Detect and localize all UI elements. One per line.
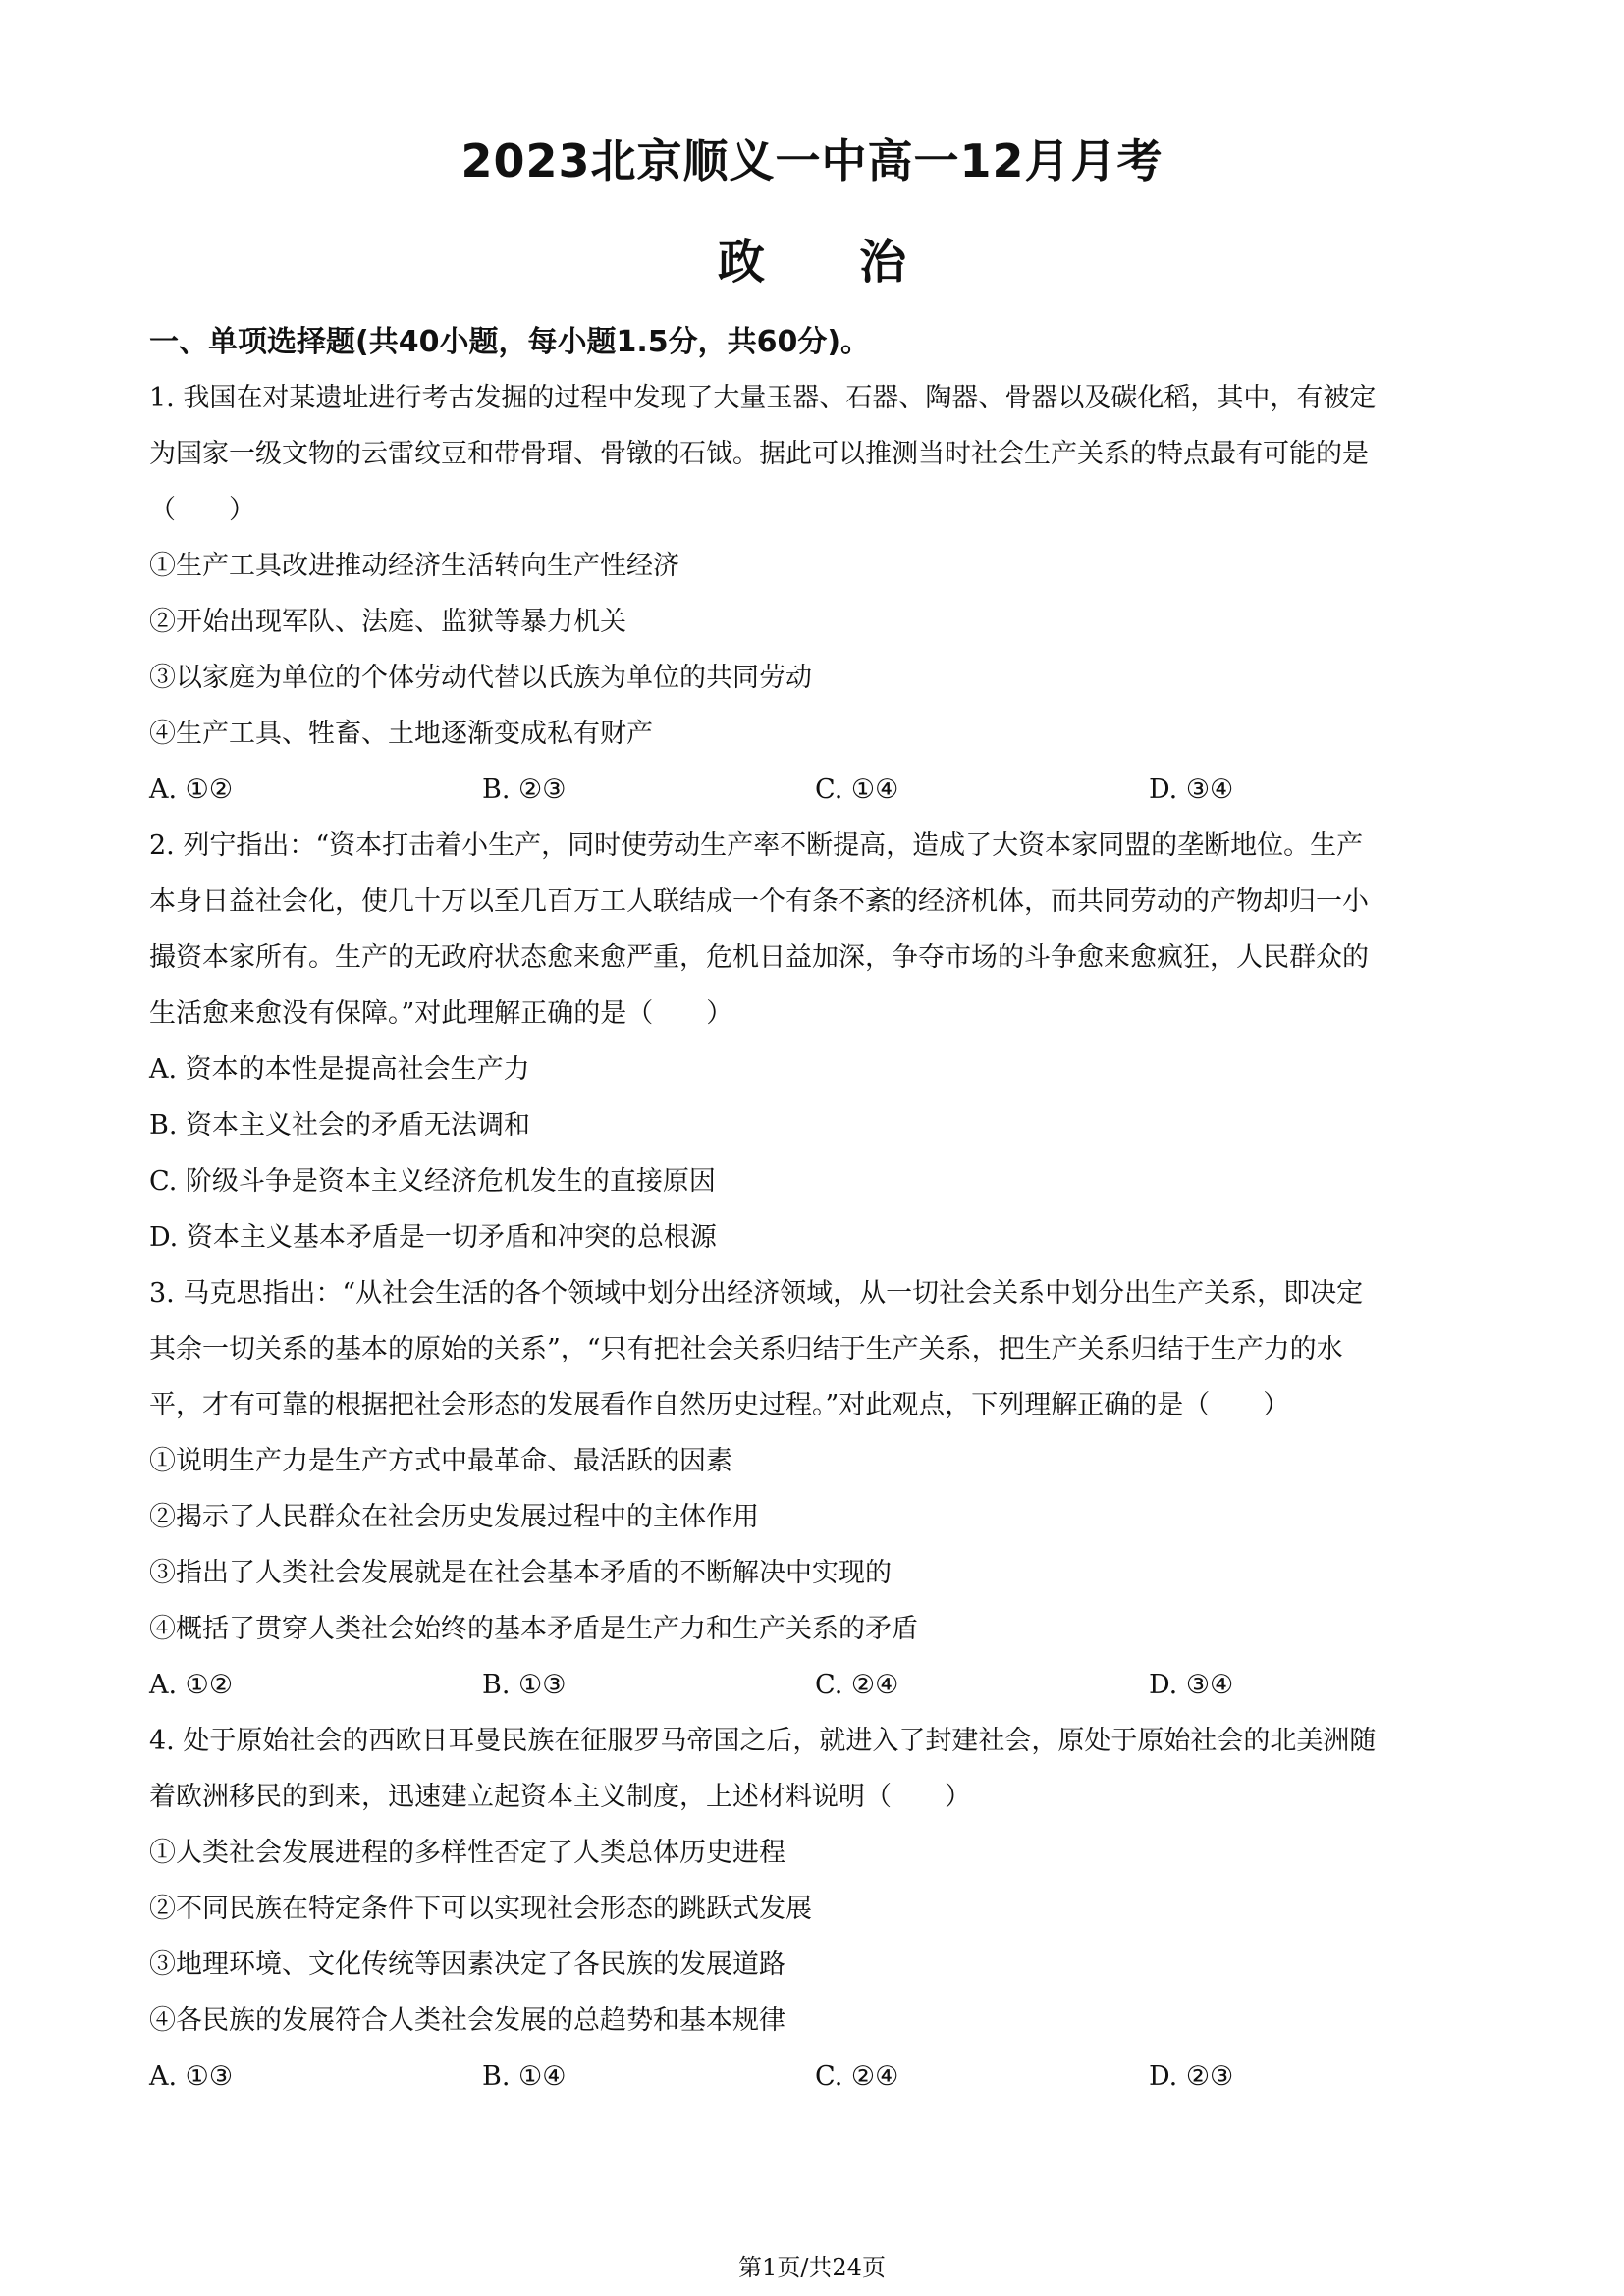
question-line: 4. 处于原始社会的西欧日耳曼民族在征服罗马帝国之后，就进入了封建社会，原处于原始社会的北美洲随 <box>149 1726 1377 1756</box>
statement-item: ②开始出现军队、法庭、监狱等暴力机关 <box>149 607 626 637</box>
question-line: 着欧洲移民的到来，迅速建立起资本主义制度，上述材料说明（ ） <box>149 1782 971 1812</box>
option-d: D. ③④ <box>1149 774 1234 805</box>
statement-item: ③地理环境、文化传统等因素决定了各民族的发展道路 <box>149 1949 785 1980</box>
question-line: 其余一切关系的基本的原始的关系”，“只有把社会关系归结于生产关系，把生产关系归结于生产力的水 <box>149 1334 1343 1364</box>
question-line: 本身日益社会化，使几十万以至几百万工人联结成一个有条不紊的经济机体，而共同劳动的产物却归一小 <box>149 886 1369 917</box>
option-b: B. ①③ <box>482 1670 567 1700</box>
option-b: B. ①④ <box>482 2061 567 2092</box>
question-line: 3. 马克思指出：“从社会生活的各个领域中划分出经济领域，从一切社会关系中划分出生产关系，即决定 <box>149 1278 1364 1308</box>
option-c: C. ②④ <box>815 2061 899 2092</box>
statement-item: ①人类社会发展进程的多样性否定了人类总体历史进程 <box>149 1838 785 1868</box>
option-c: C. ①④ <box>815 774 899 805</box>
section-heading: 一、单项选择题(共40小题，每小题1.5分，共60分)。 <box>149 325 871 359</box>
option-b: B. ②③ <box>482 774 567 805</box>
statement-item: ③以家庭为单位的个体劳动代替以氏族为单位的共同劳动 <box>149 663 812 693</box>
question-line: 2. 列宁指出：“资本打击着小生产，同时使劳动生产率不断提高，造成了大资本家同盟的垄断地位。生产 <box>149 830 1364 861</box>
question-line: 平，才有可靠的根据把社会形态的发展看作自然历史过程。”对此观点，下列理解正确的是（ ） <box>149 1390 1290 1420</box>
statement-item: ④生产工具、牲畜、土地逐渐变成私有财产 <box>149 719 653 749</box>
statement-item: ④概括了贯穿人类社会始终的基本矛盾是生产力和生产关系的矛盾 <box>149 1614 918 1644</box>
statement-item: ④各民族的发展符合人类社会发展的总趋势和基本规律 <box>149 2005 785 2036</box>
option-d: D. ②③ <box>1149 2061 1234 2092</box>
statement-item: ②揭示了人民群众在社会历史发展过程中的主体作用 <box>149 1502 759 1532</box>
option-c: C. ②④ <box>815 1670 899 1700</box>
option-c: C. 阶级斗争是资本主义经济危机发生的直接原因 <box>149 1166 716 1197</box>
question-line: 为国家一级文物的云雷纹豆和带骨瑁、骨镦的石钺。据此可以推测当时社会生产关系的特点最有可能的是 <box>149 439 1369 469</box>
statement-item: ①生产工具改进推动经济生活转向生产性经济 <box>149 551 679 581</box>
option-d: D. 资本主义基本矛盾是一切矛盾和冲突的总根源 <box>149 1222 717 1253</box>
statement-item: ③指出了人类社会发展就是在社会基本矛盾的不断解决中实现的 <box>149 1558 892 1588</box>
page-number: 第1页/共24页 <box>738 2254 886 2281</box>
question-line: （ ） <box>149 495 255 525</box>
option-a: A. ①② <box>149 774 234 805</box>
statement-item: ②不同民族在特定条件下可以实现社会形态的跳跃式发展 <box>149 1894 812 1924</box>
question-line: 生活愈来愈没有保障。”对此理解正确的是（ ） <box>149 998 733 1029</box>
question-line: 撮资本家所有。生产的无政府状态愈来愈严重，危机日益加深，争夺市场的斗争愈来愈疯狂，人民群众的 <box>149 942 1369 973</box>
exam-title: 2023北京顺义一中高一12月月考 <box>460 134 1164 187</box>
option-b: B. 资本主义社会的矛盾无法调和 <box>149 1110 531 1141</box>
statement-item: ①说明生产力是生产方式中最革命、最活跃的因素 <box>149 1446 732 1476</box>
option-a: A. ①② <box>149 1670 234 1700</box>
question-line: 1. 我国在对某遗址进行考古发掘的过程中发现了大量玉器、石器、陶器、骨器以及碳化稻，其中，有被定 <box>149 383 1377 413</box>
option-a: A. ①③ <box>149 2061 234 2092</box>
option-a: A. 资本的本性是提高社会生产力 <box>149 1054 530 1085</box>
option-d: D. ③④ <box>1149 1670 1234 1700</box>
subject-heading: 政 治 <box>717 235 906 290</box>
